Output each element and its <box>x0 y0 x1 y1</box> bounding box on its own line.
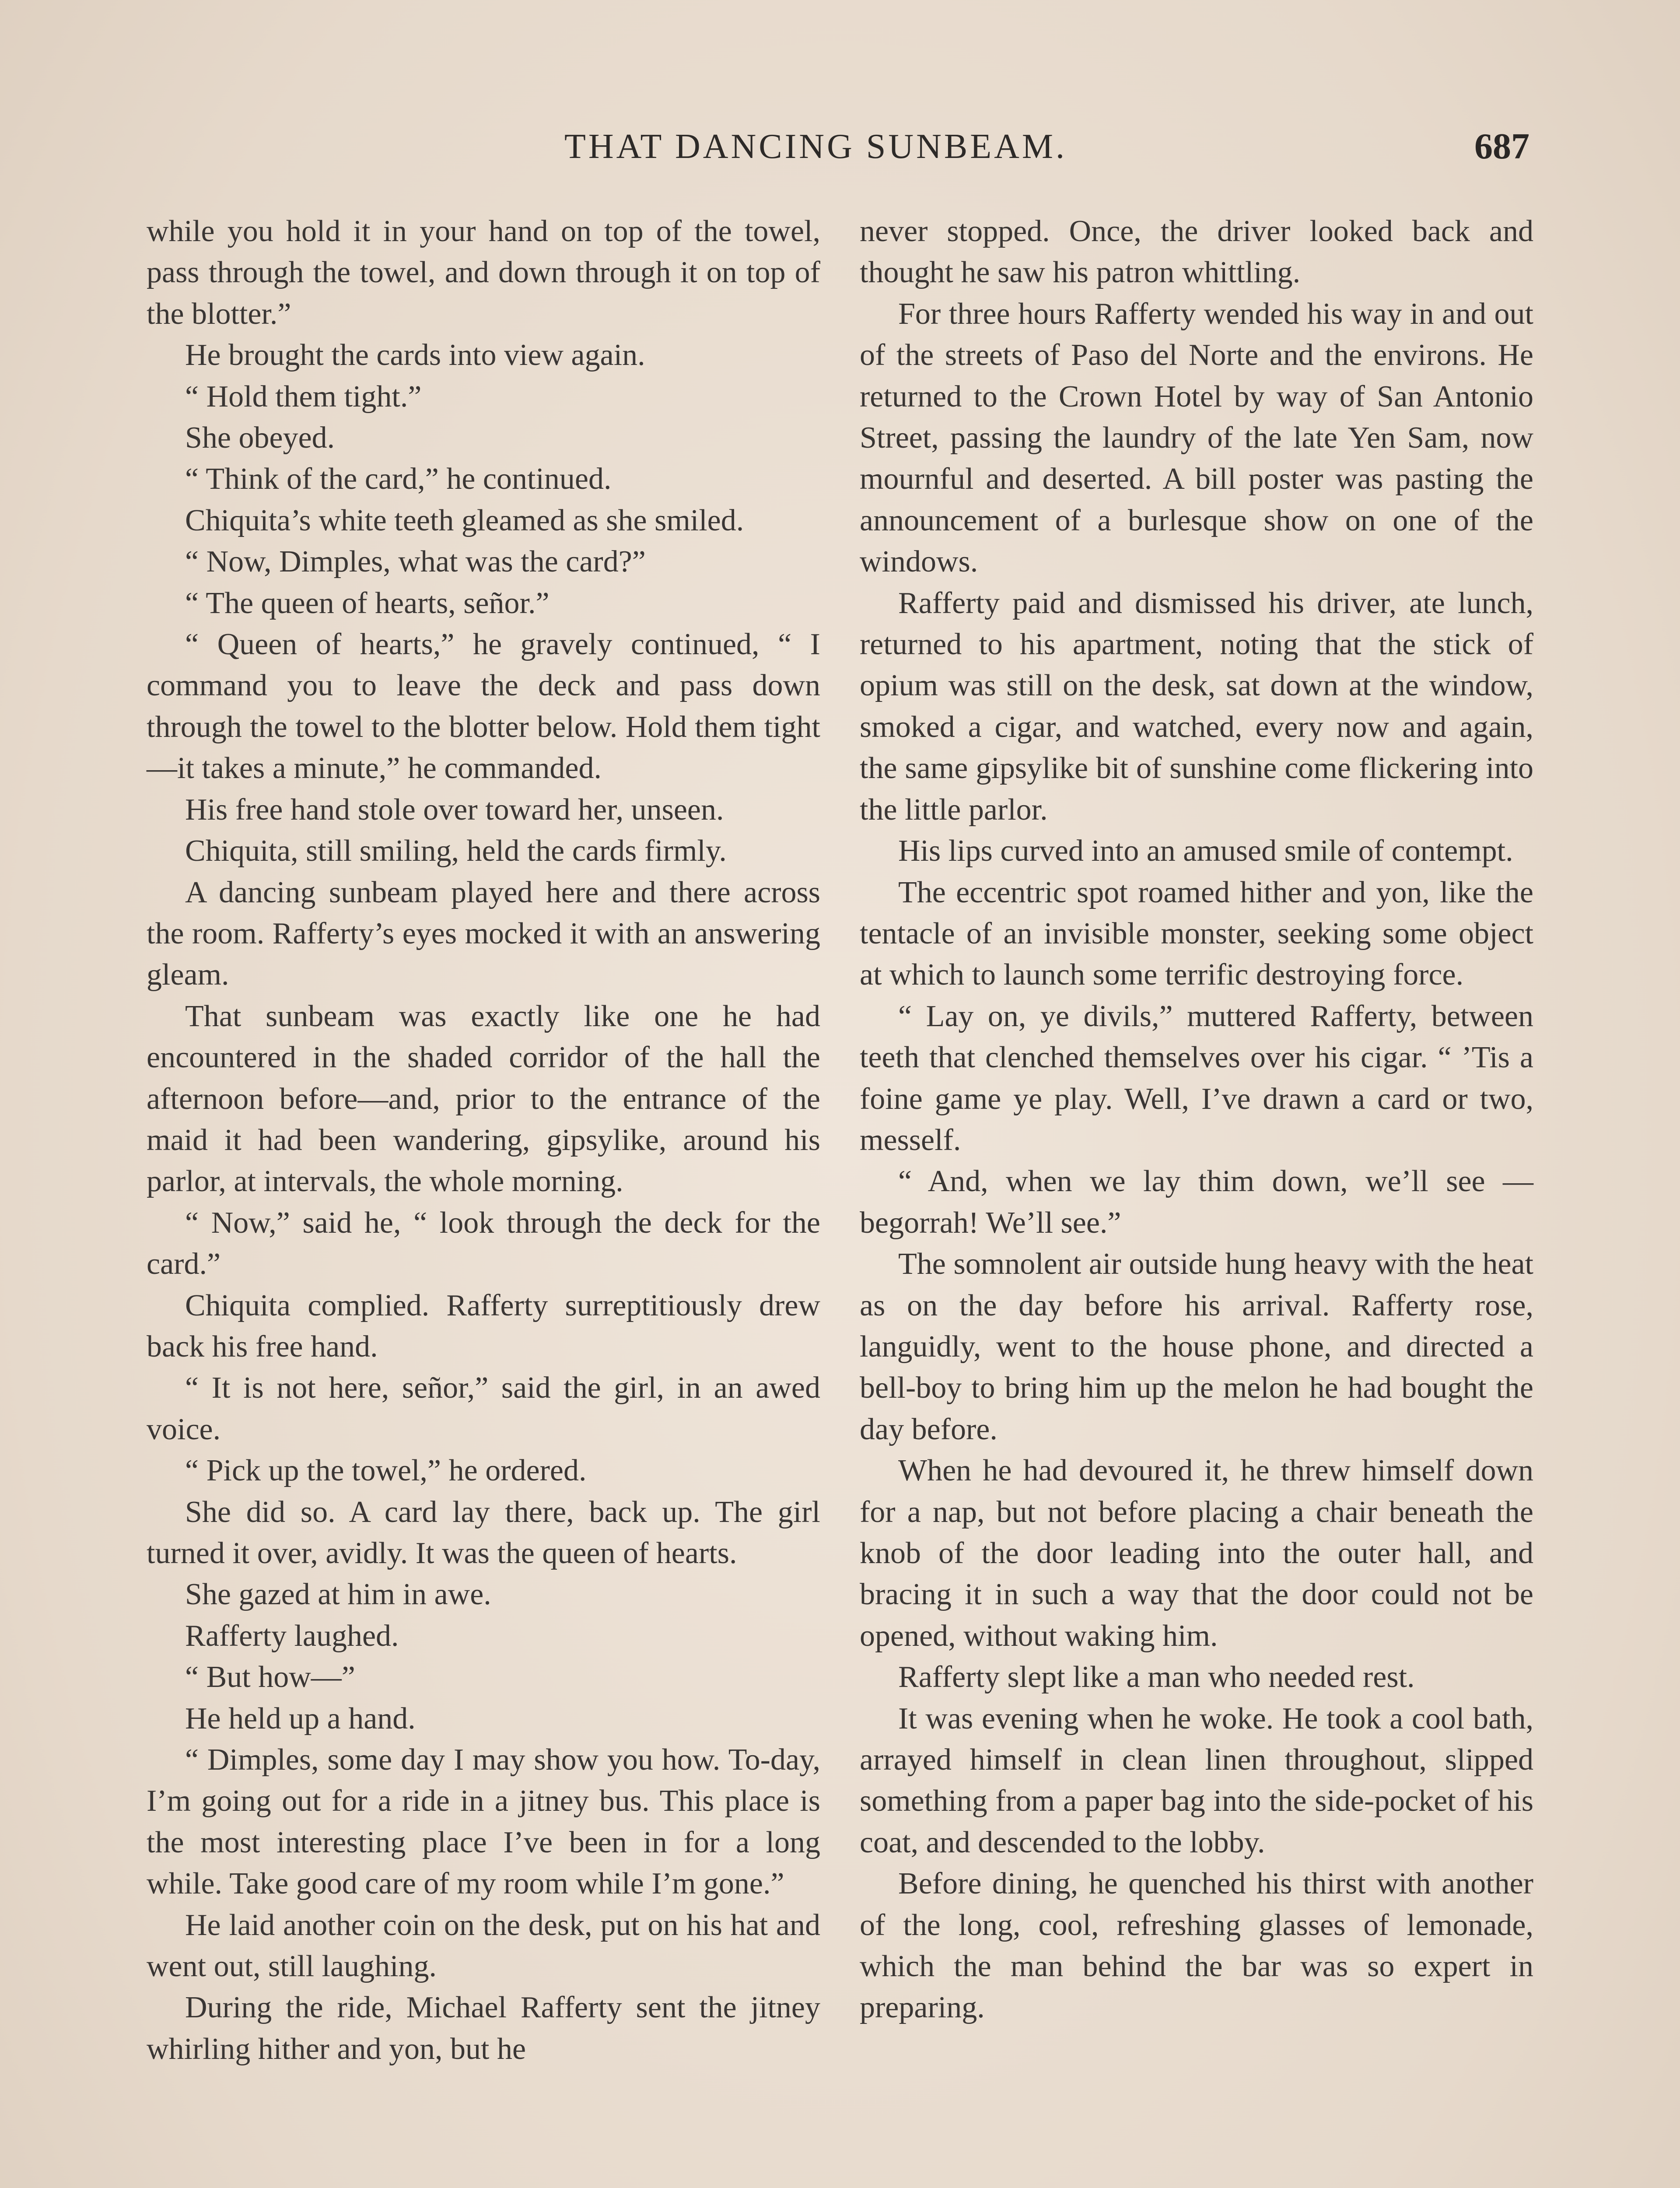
left-text-column <box>147 211 820 2070</box>
paragraph: That sunbeam was exactly like one he had encountered in the shaded corridor of the hall the afternoon before—and, prior to the entrance of the maid it had been wandering, gipsylike, around his parlor, at intervals, the whole morning. <box>147 999 820 1199</box>
paragraph: Before dining, he quenched his thirst with another of the long, cool, refreshing glasses of lemonade, which the man behind the bar was so expert in preparing. <box>860 1867 1533 2025</box>
paragraph: “ Pick up the towel,” he ordered. <box>185 1454 587 1488</box>
paragraph: He laid another coin on the desk, put on his hat and went out, still laughing. <box>147 1908 820 1984</box>
paragraph: “ Hold them tight.” <box>185 379 422 414</box>
paragraph: “ It is not here, señor,” said the girl, in an awed voice. <box>147 1371 820 1446</box>
paragraph: It was evening when he woke. He took a cool bath, arrayed himself in clean linen throughout, slipped something from a paper bag into the side-pocket of his coat, and descended to the lobby. <box>860 1701 1533 1859</box>
paragraph: “ And, when we lay thim down, we’ll see —begorrah! We’ll see.” <box>860 1164 1533 1240</box>
paragraph: She obeyed. <box>185 421 335 455</box>
paragraph: Chiquita complied. Rafferty surreptitiously drew back his free hand. <box>147 1288 820 1364</box>
paragraph: A dancing sunbeam played here and there across the room. Rafferty’s eyes mocked it with an answering gleam. <box>147 875 820 992</box>
paragraph: During the ride, Michael Rafferty sent the jitney whirling hither and yon, but he <box>147 1991 820 2066</box>
paragraph: never stopped. Once, the driver looked back and thought he saw his patron whittling. <box>860 214 1533 290</box>
paragraph: Rafferty slept like a man who needed rest. <box>898 1660 1415 1694</box>
page-header <box>0 127 1680 179</box>
paragraph: Chiquita, still smiling, held the cards firmly. <box>185 834 727 868</box>
paragraph: “ Queen of hearts,” he gravely continued, “ I command you to leave the deck and pass down through the towel to the blotter below. Hold them tight—it takes a minute,” he commanded. <box>147 628 820 785</box>
paragraph: He brought the cards into view again. <box>185 338 645 372</box>
paragraph: His lips curved into an amused smile of contempt. <box>898 834 1513 868</box>
paragraph: When he had devoured it, he threw himself down for a nap, but not before placing a chair beneath the knob of the door leading into the outer hall, and bracing it in such a way that the door could not be opened, without waking him. <box>860 1454 1533 1653</box>
paragraph: The somnolent air outside hung heavy with the heat as on the day before his arrival. Rafferty rose, languidly, went to the house phone, and directed a bell-boy to bring him up the melon he had bought the day before. <box>860 1247 1533 1446</box>
running-title: THAT DANCING SUNBEAM. <box>564 127 1068 166</box>
right-text-column <box>860 211 1533 2029</box>
paragraph: For three hours Rafferty wended his way in and out of the streets of Paso del Norte and the environs. He returned to the Crown Hotel by way of San Antonio Street, passing the laundry of the late Yen Sam, now mournful and deserted. A bill poster was pasting the announcement of a burlesque show on one of the windows. <box>860 297 1533 579</box>
paragraph: Rafferty paid and dismissed his driver, ate lunch, returned to his apartment, noting that the stick of opium was still on the desk, sat down at the window, smoked a cigar, and watched, every now and again, the same gipsylike bit of sunshine come flickering into the little parlor. <box>860 586 1533 827</box>
paragraph: “ Now, Dimples, what was the card?” <box>185 545 646 579</box>
paragraph: “ Lay on, ye divils,” muttered Rafferty, between teeth that clenched themselves over his cigar. “ ’Tis a foine game ye play. Well, I’ve drawn a card or two, mesself. <box>860 999 1533 1157</box>
paragraph: The eccentric spot roamed hither and yon, like the tentacle of an invisible monster, seeking some object at which to launch some terrific destroying force. <box>860 875 1533 992</box>
paragraph: Rafferty laughed. <box>185 1619 399 1653</box>
paragraph: “ Think of the card,” he continued. <box>185 462 612 496</box>
paragraph: Chiquita’s white teeth gleamed as she smiled. <box>185 503 744 537</box>
paragraph: He held up a hand. <box>185 1701 416 1736</box>
paragraph: while you hold it in your hand on top of the towel, pass through the towel, and down through it on top of the blotter.” <box>147 214 820 331</box>
paragraph: “ Now,” said he, “ look through the deck for the card.” <box>147 1206 820 1281</box>
paragraph: “ But how—” <box>185 1660 355 1694</box>
paragraph: She gazed at him in awe. <box>185 1578 491 1612</box>
paragraph: “ The queen of hearts, señor.” <box>185 586 550 620</box>
paragraph: She did so. A card lay there, back up. The girl turned it over, avidly. It was the queen of hearts. <box>147 1495 820 1570</box>
paragraph: “ Dimples, some day I may show you how. To-day, I’m going out for a ride in a jitney bus. This place is the most interesting place I’ve been in for a long while. Take good care of my room while I’m gone.” <box>147 1743 820 1901</box>
paragraph: His free hand stole over toward her, unseen. <box>185 792 724 827</box>
page-number: 687 <box>1474 126 1530 167</box>
